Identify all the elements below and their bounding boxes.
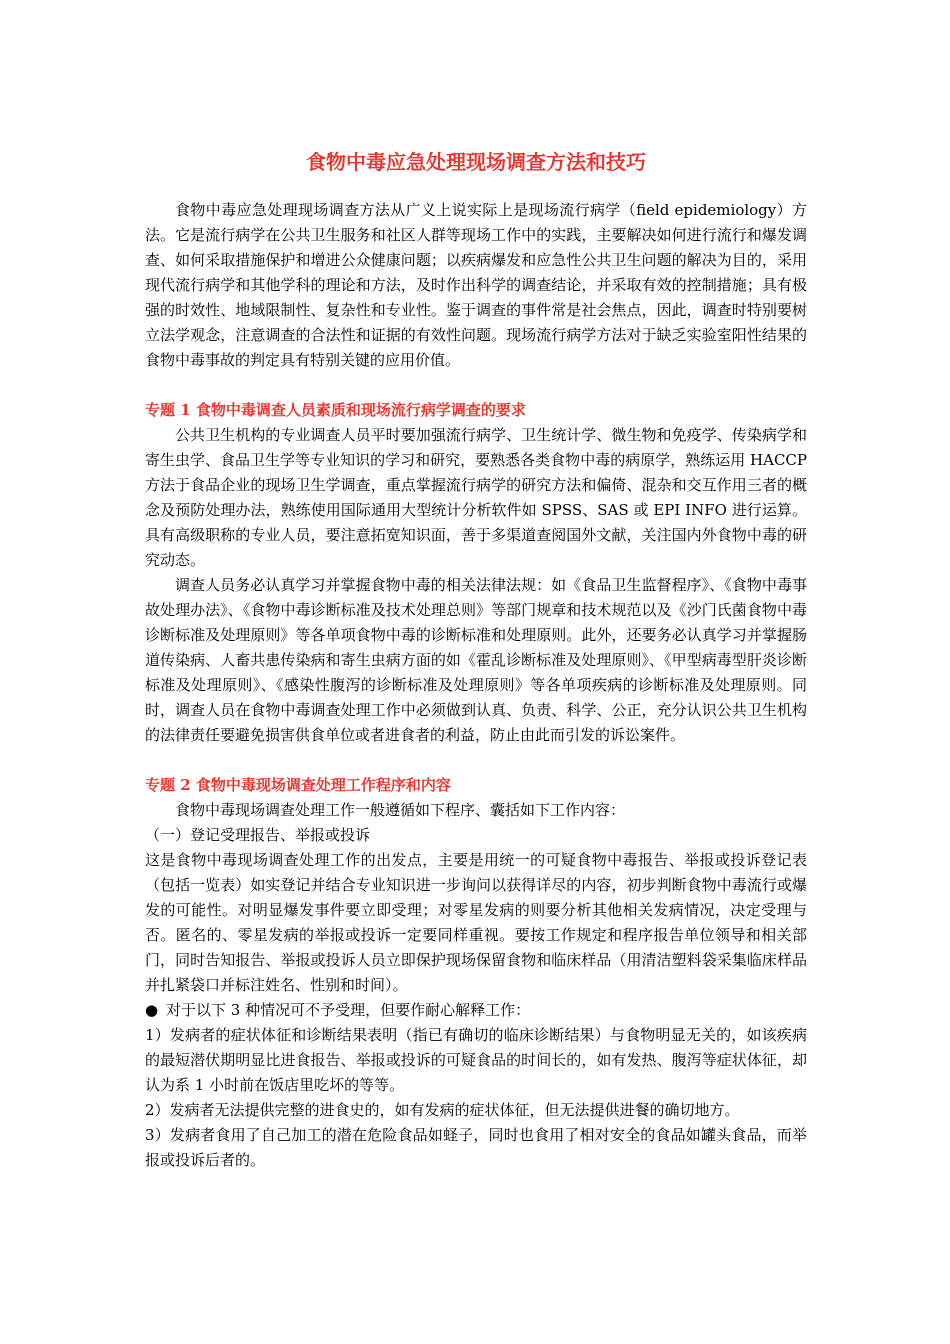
document-page	[145, 148, 807, 1173]
section-1-paragraph-1: 公共卫生机构的专业调查人员平时要加强流行病学、卫生统计学、微生物和免疫学、传染病学和寄生虫学、食品卫生学等专业知识的学习和研究，要熟悉各类食物中毒的病原学，熟练运用 HACCP 方法于食品企业的现场卫生学调查，重点掌握流行病学的研究方法和偏倚、混杂和交互作用三者的概念及预防处理办法，熟练使用国际通用大型统计分析软件如 SPSS、SAS 或 EPI INFO 进行运算。具有高级职称的专业人员，要注意拓宽知识面，善于多渠道查阅国外文献，关注国内外食物中毒的研究动态。	[145, 426, 807, 569]
section-2-paragraph-2: 这是食物中毒现场调查处理工作的出发点，主要是用统一的可疑食物中毒报告、举报或投诉登记表（包括一览表）如实登记并结合专业知识进一步询问以获得详尽的内容，初步判断食物中毒流行或爆发的可能性。对明显爆发事件要立即受理；对零星发病的则要分析其他相关发病情况，决定受理与否。匿名的、零星发病的举报或投诉一定要同样重视。要按工作规定和程序报告单位领导和相关部门，同时告知报告、举报或投诉人员立即保护现场保留食物和临床样品（用清洁塑料袋采集临床样品并扎紧袋口并标注姓名、性别和时间）。	[145, 851, 807, 994]
bullet-text: 对于以下 3 种情况可不予受理，但要作耐心解释工作：	[166, 1001, 531, 1019]
bullet-dot-icon: ●	[145, 1001, 159, 1019]
bullet-item	[145, 998, 807, 1023]
list-item-3: 3）发病者食用了自己加工的潜在危险食品如蛏子，同时也食用了相对安全的食品如罐头食品，而举报或投诉后者的。	[145, 1126, 807, 1169]
list-item-2: 2）发病者无法提供完整的进食史的，如有发病的症状体征，但无法提供进餐的确切地方。	[145, 1101, 740, 1119]
section-2-paragraph-1: 食物中毒现场调查处理工作一般遵循如下程序、囊括如下工作内容：	[175, 801, 626, 819]
section-1-heading: 专题 1 食物中毒调查人员素质和现场流行病学调查的要求	[145, 401, 526, 419]
document-title: 食物中毒应急处理现场调查方法和技巧	[306, 150, 646, 174]
spacer	[145, 373, 807, 398]
section-1-paragraph-2: 调查人员务必认真学习并掌握食物中毒的相关法律法规：如《食品卫生监督程序》、《食物中毒事故处理办法》、《食物中毒诊断标准及技术处理总则》等部门规章和技术规范以及《沙门氏菌食物中毒诊断标准及处理原则》等各单项食物中毒的诊断标准和处理原则。此外，还要务必认真学习并掌握肠道传染病、人畜共患传染病和寄生虫病方面的如《霍乱诊断标准及处理原则》、《甲型病毒型肝炎诊断标准及处理原则》、《感染性腹泻的诊断标准及处理原则》等各单项疾病的诊断标准及处理原则。同时，调查人员在食物中毒调查处理工作中必须做到认真、负责、科学、公正，充分认识公共卫生机构的法律责任要避免损害供食单位或者进食者的利益，防止由此而引发的诉讼案件。	[145, 576, 807, 744]
intro-paragraph: 食物中毒应急处理现场调查方法从广义上说实际上是现场流行病学（field epidemiology）方法。它是流行病学在公共卫生服务和社区人群等现场工作中的实践，主要解决如何进行流行和爆发调查、如何采取措施保护和增进公众健康问题；以疾病爆发和应急性公共卫生问题的解决为目的，采用现代流行病学和其他学科的理论和方法，及时作出科学的调查结论，并采取有效的控制措施；具有极强的时效性、地域限制性、复杂性和专业性。鉴于调查的事件常是社会焦点，因此，调查时特别要树立法学观念，注意调查的合法性和证据的有效性问题。现场流行病学方法对于缺乏实验室阳性结果的食物中毒事故的判定具有特别关键的应用价值。	[145, 201, 807, 369]
list-item-1: 1）发病者的症状体征和诊断结果表明（指已有确切的临床诊断结果）与食物明显无关的，如该疾病的最短潜伏期明显比进食报告、举报或投诉的可疑食品的时间长的，如有发热、腹泻等症状体征，却认为系 1 小时前在饭店里吃坏的等等。	[145, 1026, 807, 1094]
spacer	[145, 748, 807, 773]
section-2-subheading-1: （一）登记受理报告、举报或投诉	[145, 826, 371, 844]
section-2-heading: 专题 2 食物中毒现场调查处理工作程序和内容	[145, 776, 451, 794]
